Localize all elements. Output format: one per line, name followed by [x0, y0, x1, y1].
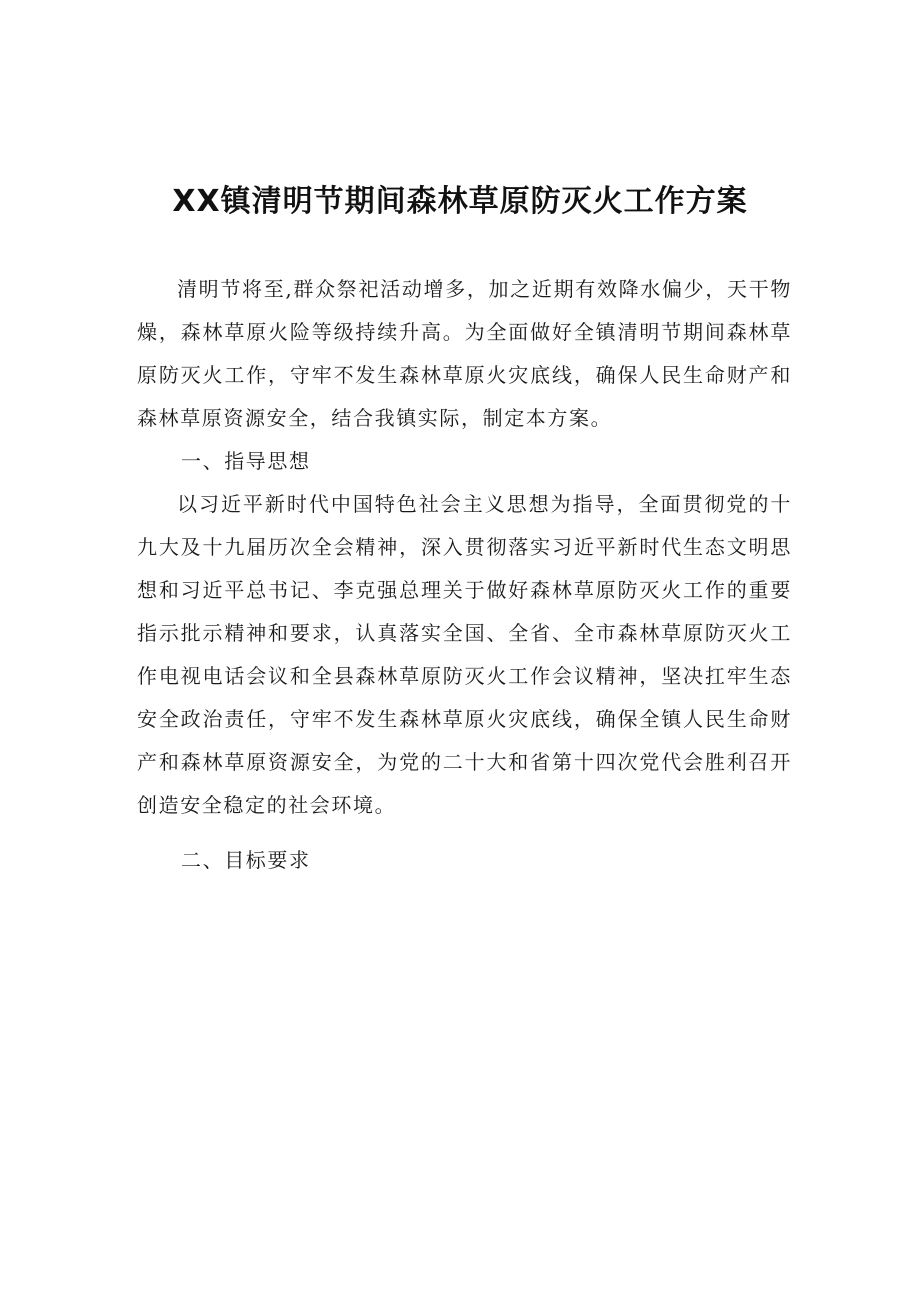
- intro-paragraph: 清明节将至,群众祭祀活动增多，加之近期有效降水偏少，天干物燥，森林草原火险等级持续升高。为全面做好全镇清明节期间森林草原防灭火工作，守牢不发生森林草原火灾底线，确保人民生命财产和森林草原资源安全，结合我镇实际，制定本方案。: [137, 277, 792, 430]
- section-heading-goals: 二、目标要求: [181, 848, 311, 872]
- guiding-ideology-paragraph: 以习近平新时代中国特色社会主义思想为指导，全面贯彻党的十九大及十九届历次全会精神，深入贯彻落实习近平新时代生态文明思想和习近平总书记、李克强总理关于做好森林草原防灭火工作的重要指示批示精神和要求，认真落实全国、全省、全市森林草原防灭火工作电视电话会议和全县森林草原防灭火工作会议精神，坚决扛牢生态安全政治责任，守牢不发生森林草原火灾底线，确保全镇人民生命财产和森林草原资源安全，为党的二十大和省第十四次党代会胜利召开创造安全稳定的社会环境。: [137, 492, 792, 817]
- document-title: XX镇清明节期间森林草原防灭火工作方案: [172, 184, 748, 219]
- document-body: [137, 268, 792, 882]
- section-heading-guiding-ideology: 一、指导思想: [181, 449, 311, 473]
